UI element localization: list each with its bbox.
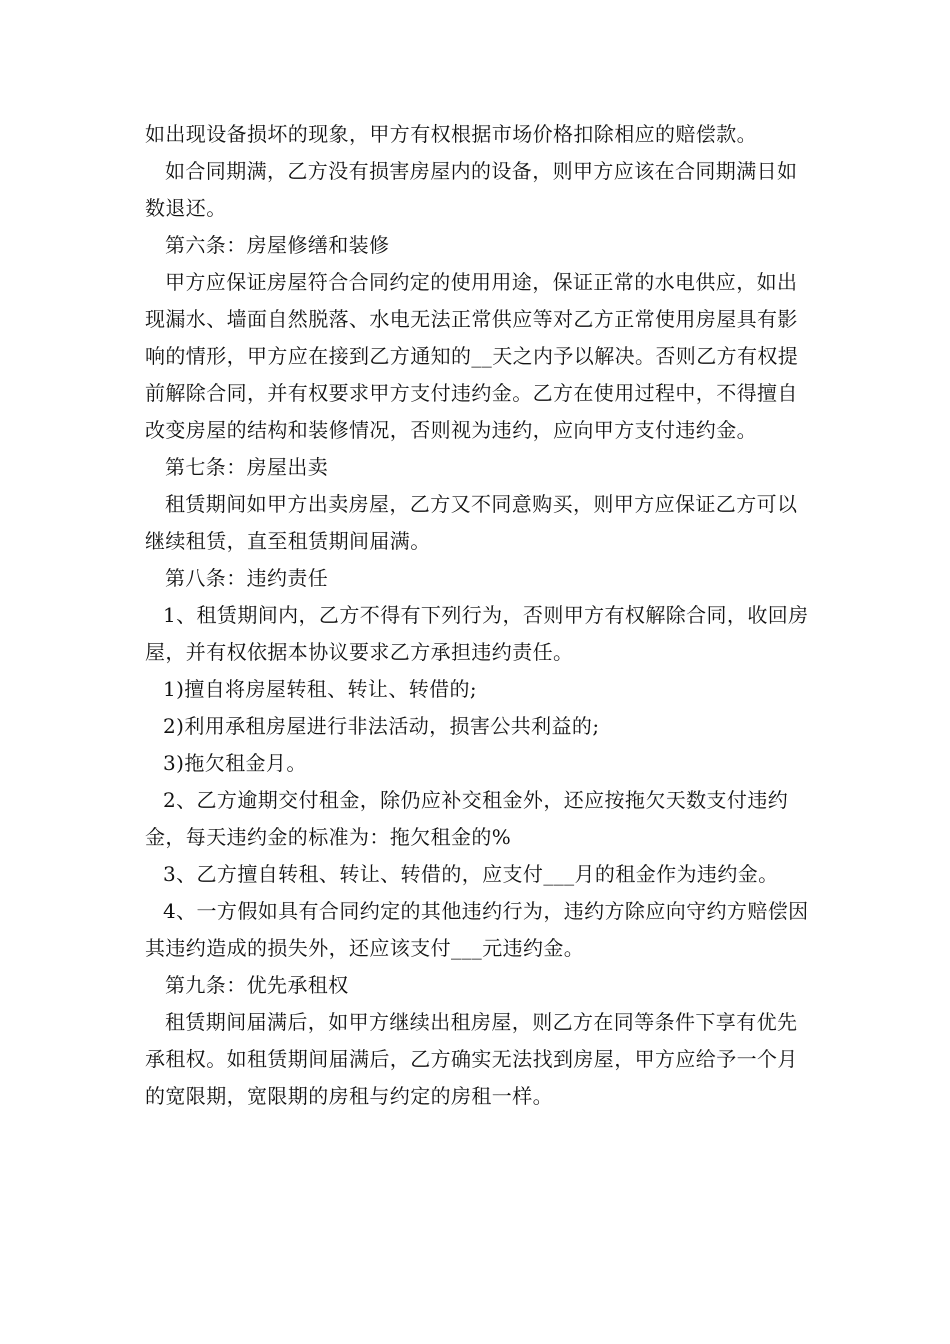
article-8-clause-3: 3、乙方擅自转租、转让、转借的，应支付___月的租金作为违约金。 [163, 862, 779, 886]
article-6-heading: 第六条：房屋修缮和装修 [165, 233, 390, 257]
article-8-clause-1-item-1: 1)擅自将房屋转租、转让、转借的; [163, 677, 478, 701]
article-9-heading: 第九条：优先承租权 [165, 973, 349, 997]
article-8-clause-4: 4、一方假如具有合同约定的其他违约行为，违约方除应向守约方赔偿因其违约造成的损失外，还应该支付___元违约金。 [145, 899, 809, 960]
document-body [145, 116, 815, 1115]
paragraph-equipment-damage: 如出现设备损坏的现象，甲方有权根据市场价格扣除相应的赔偿款。 [145, 122, 757, 146]
paragraph-deposit-return: 如合同期满，乙方没有损害房屋内的设备，则甲方应该在合同期满日如数退还。 [145, 159, 798, 220]
article-7-heading: 第七条：房屋出卖 [165, 455, 329, 479]
article-8-heading: 第八条：违约责任 [165, 566, 329, 590]
article-8-clause-1-item-2: 2)利用承租房屋进行非法活动，损害公共利益的; [163, 714, 600, 738]
article-8-clause-2: 2、乙方逾期交付租金，除仍应补交租金外，还应按拖欠天数支付违约金，每天违约金的标准为：拖欠租金的% [145, 788, 789, 849]
article-7-body: 租赁期间如甲方出卖房屋，乙方又不同意购买，则甲方应保证乙方可以继续租赁，直至租赁期间届满。 [145, 492, 798, 553]
article-8-clause-1-item-3: 3)拖欠租金月。 [163, 751, 307, 775]
article-9-body: 租赁期间届满后，如甲方继续出租房屋，则乙方在同等条件下享有优先承租权。如租赁期间届满后，乙方确实无法找到房屋，甲方应给予一个月的宽限期，宽限期的房租与约定的房租一样。 [145, 1010, 798, 1108]
article-6-body: 甲方应保证房屋符合合同约定的使用用途，保证正常的水电供应，如出现漏水、墙面自然脱落、水电无法正常供应等对乙方正常使用房屋具有影响的情形，甲方应在接到乙方通知的__天之内予以解决。否则乙方有权提前解除合同，并有权要求甲方支付违约金。乙方在使用过程中，不得擅自改变房屋的结构和装修情况，否则视为违约，应向甲方支付违约金。 [145, 270, 799, 442]
article-8-clause-1: 1、租赁期间内，乙方不得有下列行为，否则甲方有权解除合同，收回房屋，并有权依据本协议要求乙方承担违约责任。 [145, 603, 809, 664]
